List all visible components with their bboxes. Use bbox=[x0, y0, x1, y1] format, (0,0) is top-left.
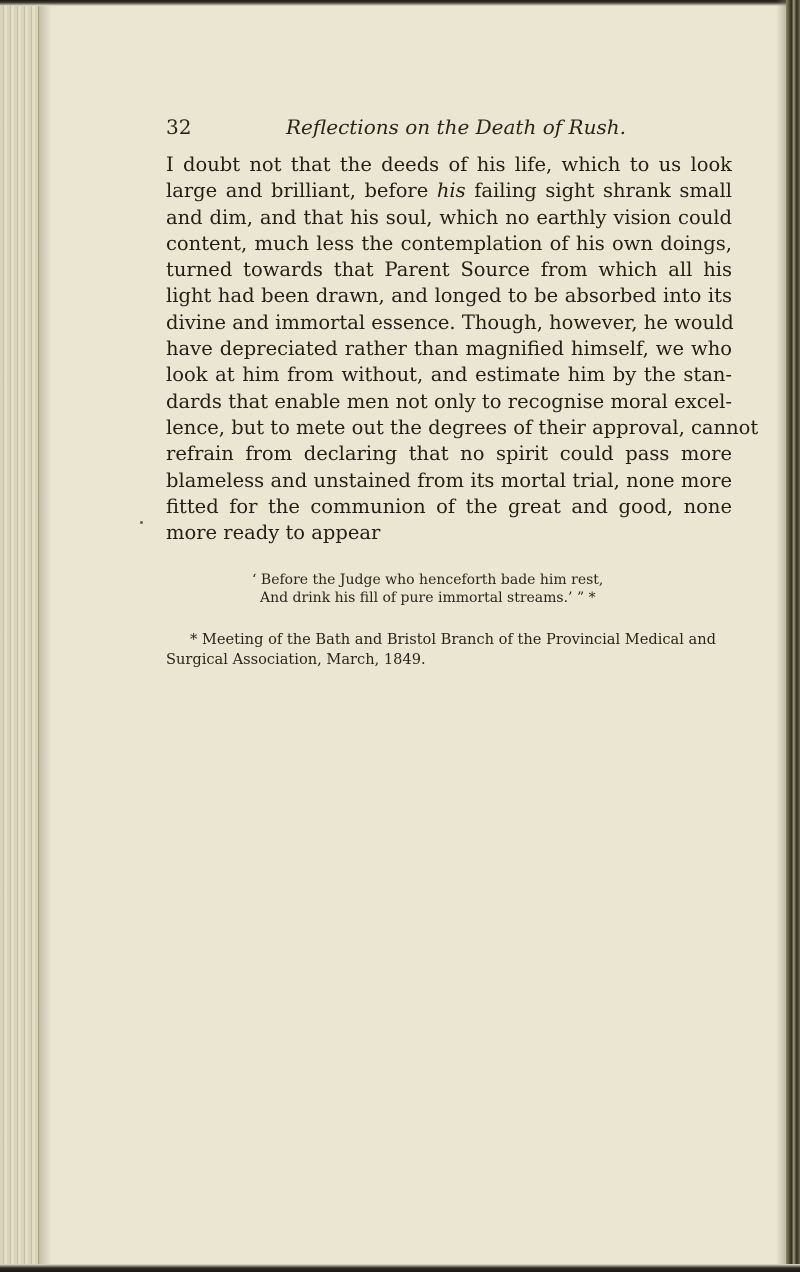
body-line-segment: failing sight shrank small bbox=[465, 179, 733, 203]
verse-quotation bbox=[252, 571, 672, 607]
body-line: refrain from declaring that no spirit could pass more bbox=[166, 442, 732, 466]
body-line: and dim, and that his soul, which no earthly vision could bbox=[166, 205, 732, 229]
binding-shadow bbox=[776, 0, 786, 1272]
body-line: divine and immortal essence. Though, however, he would bbox=[166, 310, 734, 334]
italic-word: his bbox=[436, 179, 466, 203]
print-speck bbox=[140, 521, 143, 524]
quote-line: And drink his fill of pure immortal streams.’ ” * bbox=[260, 590, 596, 606]
body-line: content, much less the contemplation of his own doings, bbox=[166, 231, 732, 255]
footnote bbox=[166, 630, 732, 670]
page-stack-edge-left bbox=[0, 0, 40, 1272]
body-line: lence, but to mete out the degrees of their approval, cannot bbox=[166, 415, 759, 439]
quote-line: ‘ Before the Judge who henceforth bade him rest, bbox=[252, 572, 604, 588]
running-title: Reflections on the Death of Rush. bbox=[286, 115, 626, 139]
body-line bbox=[166, 178, 732, 204]
body-line: more ready to appear bbox=[166, 521, 381, 545]
body-line: have depreciated rather than magnified himself, we who bbox=[166, 337, 732, 361]
footnote-line: Surgical Association, March, 1849. bbox=[166, 651, 426, 668]
book-binding-edge-right bbox=[786, 0, 800, 1272]
body-line: light had been drawn, and longed to be absorbed into its bbox=[166, 284, 732, 308]
running-header bbox=[166, 112, 726, 142]
body-paragraph bbox=[166, 152, 759, 546]
page-edge-bottom bbox=[0, 1264, 800, 1272]
gutter-shadow bbox=[38, 0, 52, 1272]
body-line: I doubt not that the deeds of his life, which to us look bbox=[166, 153, 732, 176]
body-line: look at him from without, and estimate him by the stan- bbox=[166, 363, 732, 387]
body-line: blameless and unstained from its mortal trial, none more bbox=[166, 468, 732, 492]
body-line: dards that enable men not only to recognise moral excel- bbox=[166, 389, 732, 413]
body-line: fitted for the communion of the great and good, none bbox=[166, 494, 732, 518]
body-line: turned towards that Parent Source from which all his bbox=[166, 258, 732, 282]
footnote-line: * Meeting of the Bath and Bristol Branch of the Provincial Medical and bbox=[190, 631, 716, 648]
body-line-segment: large and brilliant, before bbox=[166, 179, 437, 203]
page-number: 32 bbox=[166, 115, 192, 139]
page-edge-top bbox=[0, 0, 800, 6]
